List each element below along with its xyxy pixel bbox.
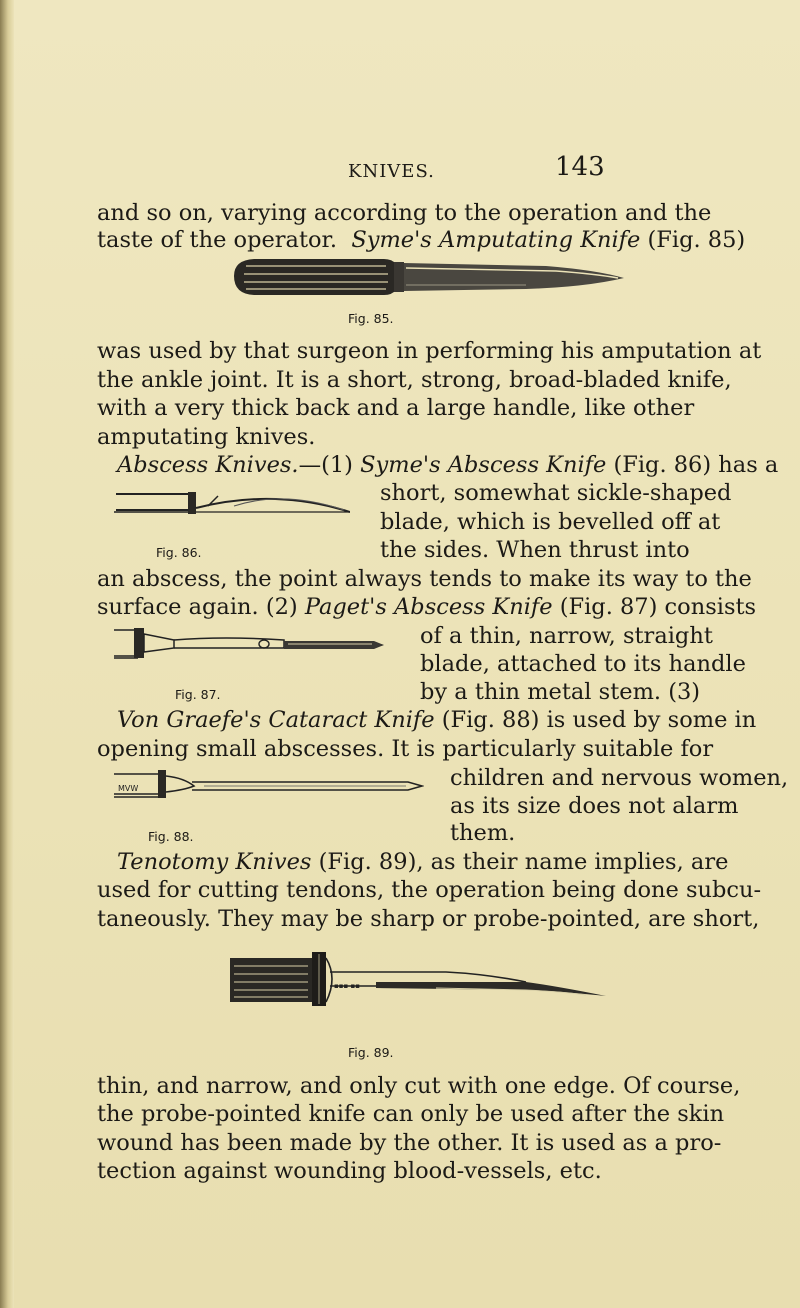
text-line: as its size does not alarm bbox=[450, 793, 739, 819]
text-line: used for cutting tendons, the operation being done subcu- bbox=[97, 877, 762, 903]
handle-mark: MVW bbox=[118, 784, 139, 793]
term-von-graefes-cataract-knife: Von Graefe's Cataract Knife bbox=[117, 707, 435, 733]
figure-caption: Fig. 86. bbox=[156, 545, 202, 560]
text-line: them. bbox=[450, 820, 516, 846]
text-line: the probe-pointed knife can only be used after the skin bbox=[97, 1101, 725, 1127]
figure-caption: Fig. 87. bbox=[175, 687, 221, 702]
text-line: opening small abscesses. It is particularly suitable for bbox=[97, 736, 714, 762]
text-line: Tenotomy Knives (Fig. 89), as their name implies, are bbox=[117, 849, 729, 875]
page-number: 143 bbox=[555, 152, 605, 182]
text-line: surface again. (2) Paget's Abscess Knife (Fig. 87) consists bbox=[97, 594, 757, 620]
text-line: Abscess Knives.—(1) Syme's Abscess Knife (Fig. 86) has a bbox=[117, 452, 779, 478]
text-line: taste of the operator. Syme's Amputating Knife (Fig. 85) bbox=[97, 227, 746, 253]
text-line: thin, and narrow, and only cut with one edge. Of course, bbox=[97, 1073, 741, 1099]
page-binding-edge bbox=[0, 0, 14, 1308]
fig87-pagets-abscess-knife-illustration bbox=[114, 622, 384, 664]
text-line: with a very thick back and a large handle, like other bbox=[97, 395, 695, 421]
text-line: the sides. When thrust into bbox=[380, 537, 690, 563]
text-line: an abscess, the point always tends to make its way to the bbox=[97, 566, 752, 592]
figure-caption: Fig. 88. bbox=[148, 829, 194, 844]
figure-caption: Fig. 89. bbox=[348, 1045, 394, 1060]
term-tenotomy-knives: Tenotomy Knives bbox=[117, 849, 312, 875]
text-line: amputating knives. bbox=[97, 424, 316, 450]
text-line: blade, which is bevelled off at bbox=[380, 509, 721, 535]
text-line: was used by that surgeon in performing his amputation at bbox=[97, 338, 762, 364]
text-line: Von Graefe's Cataract Knife (Fig. 88) is used by some in bbox=[117, 707, 757, 733]
svg-text:▪▪▪ ▪▪: ▪▪▪ ▪▪ bbox=[334, 982, 360, 990]
term-symes-amputating-knife: Syme's Amputating Knife bbox=[351, 227, 641, 253]
text-line: taneously. They may be sharp or probe-pointed, are short, bbox=[97, 906, 760, 932]
text-line: of a thin, narrow, straight bbox=[420, 623, 713, 649]
running-header: KNIVES. bbox=[348, 161, 435, 182]
text-line: short, somewhat sickle-shaped bbox=[380, 480, 732, 506]
fig88-von-graefes-cataract-knife-illustration bbox=[114, 762, 424, 804]
text-line: and so on, varying according to the operation and the bbox=[97, 200, 712, 226]
fig86-symes-abscess-knife-illustration bbox=[114, 480, 350, 520]
text-line: wound has been made by the other. It is used as a pro- bbox=[97, 1130, 722, 1156]
text-line: the ankle joint. It is a short, strong, broad-bladed knife, bbox=[97, 367, 732, 393]
figure-caption: Fig. 85. bbox=[348, 311, 394, 326]
text-line: children and nervous women, bbox=[450, 765, 789, 791]
fig85-amputating-knife-illustration bbox=[226, 254, 626, 300]
text-line: tection against wounding blood-vessels, etc. bbox=[97, 1158, 602, 1184]
fig89-tenotomy-knife-illustration bbox=[226, 948, 616, 1010]
text-line: blade, attached to its handle bbox=[420, 651, 746, 677]
text-line: by a thin metal stem. (3) bbox=[420, 679, 701, 705]
section-heading-abscess-knives: Abscess Knives. bbox=[117, 452, 299, 478]
